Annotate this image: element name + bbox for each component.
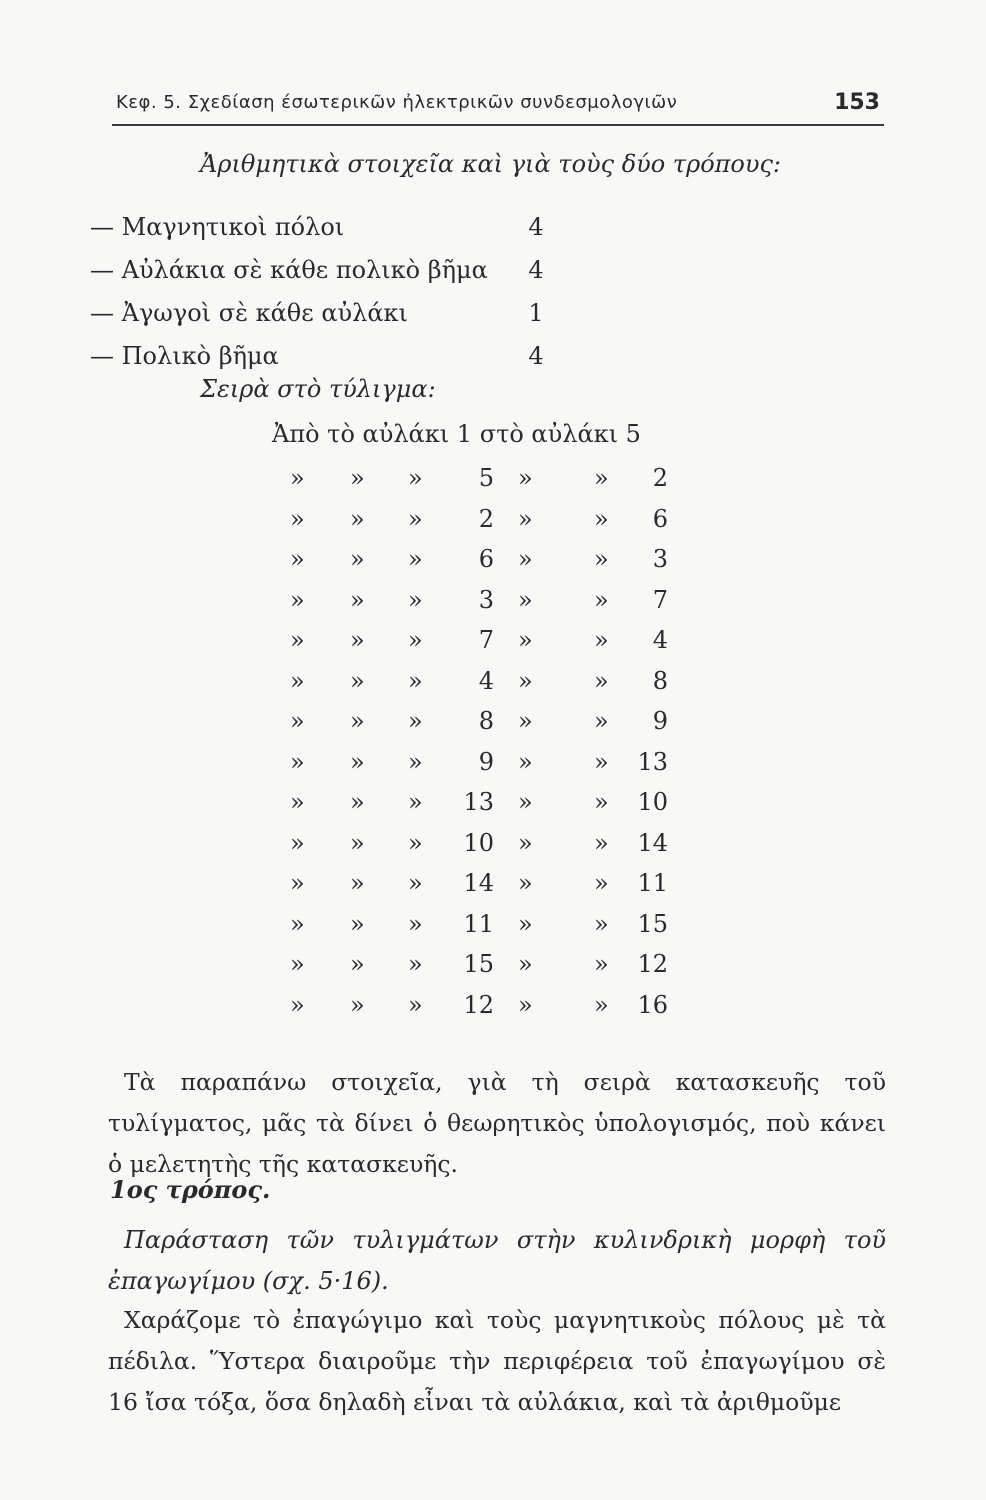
ditto-mark: » [350, 990, 365, 1019]
ditto-mark: » [518, 504, 533, 533]
ditto-mark: » [350, 950, 365, 978]
to-slot: 3 [652, 545, 668, 573]
spec-list [90, 206, 550, 378]
to-slot: 7 [652, 585, 668, 614]
to-slot: 14 [637, 828, 668, 857]
to-slot: 12 [637, 950, 668, 978]
ditto-mark: » [290, 788, 305, 816]
ditto-mark: » [594, 504, 609, 533]
ditto-mark: » [350, 504, 365, 533]
ditto-mark: » [408, 707, 423, 735]
winding-order-table [0, 464, 700, 1031]
ditto-mark: » [350, 747, 365, 776]
ditto-mark: » [350, 464, 365, 492]
ditto-mark: » [518, 707, 533, 735]
ditto-mark: » [290, 707, 305, 735]
paragraph-text: Χαράζομε τὸ ἐπαγώγιμο καὶ τοὺς μαγνητικοὺς πόλους μὲ τὰ πέδιλα. Ὕστερα διαιροῦμε τὴν περιφέρεια τοῦ ἐπαγωγίμου σὲ 16 ἴσα τόξα, ὅσα δηλαδὴ εἶναι τὰ αὐλάκια, καὶ τὰ ἀριθμοῦμε [108, 1306, 886, 1416]
winding-order-row [0, 829, 700, 870]
ditto-mark: » [594, 909, 609, 938]
spec-label: — Μαγνητικοὶ πόλοι [90, 213, 345, 241]
spec-row [90, 335, 550, 378]
body-paragraph [108, 1300, 886, 1423]
spec-value: 4 [528, 256, 544, 284]
subheading-paragraph [108, 1220, 886, 1302]
winding-order-row [0, 788, 700, 829]
ditto-mark: » [408, 585, 423, 614]
ditto-mark: » [518, 585, 533, 614]
ditto-mark: » [518, 990, 533, 1019]
ditto-mark: » [408, 504, 423, 533]
ditto-mark: » [350, 869, 365, 897]
spec-row [90, 292, 550, 335]
ditto-mark: » [518, 788, 533, 816]
ditto-mark: » [518, 666, 533, 695]
ditto-mark: » [408, 747, 423, 776]
ditto-mark: » [290, 585, 305, 614]
from-slot: 7 [478, 626, 494, 654]
ditto-mark: » [350, 666, 365, 695]
ditto-mark: » [518, 464, 533, 492]
ditto-mark: » [290, 990, 305, 1019]
numeric-data-heading: Ἀριθμητικὰ στοιχεῖα καὶ γιὰ τοὺς δύο τρόπους: [200, 150, 781, 178]
ditto-mark: » [594, 990, 609, 1019]
ditto-mark: » [518, 828, 533, 857]
method-heading: 1ος τρόπος. [110, 1175, 271, 1204]
from-slot: 8 [478, 707, 494, 735]
spec-label: — Πολικὸ βῆμα [90, 342, 279, 370]
winding-order-row [0, 667, 700, 708]
ditto-mark: » [594, 666, 609, 695]
to-slot: 13 [637, 747, 668, 776]
from-slot: 6 [478, 545, 494, 573]
from-slot: 10 [463, 828, 494, 857]
ditto-mark: » [290, 828, 305, 857]
from-slot: 11 [463, 909, 494, 938]
to-slot: 15 [637, 909, 668, 938]
ditto-mark: » [350, 909, 365, 938]
ditto-mark: » [594, 747, 609, 776]
winding-order-row [0, 464, 700, 505]
winding-order-row [0, 707, 700, 748]
to-slot: 4 [652, 626, 668, 654]
winding-order-row [0, 626, 700, 667]
ditto-mark: » [408, 464, 423, 492]
spec-label: — Ἀγωγοὶ σὲ κάθε αὐλάκι [90, 299, 408, 327]
spec-label: — Αὐλάκια σὲ κάθε πολικὸ βῆμα [90, 256, 488, 284]
from-slot: 3 [478, 585, 494, 614]
ditto-mark: » [290, 666, 305, 695]
paragraph-text: Παράσταση τῶν τυλιγμάτων στὴν κυλινδρικὴ μορφὴ τοῦ ἐπαγωγίμου (σχ. 5·16). [108, 1226, 886, 1295]
ditto-mark: » [518, 869, 533, 897]
ditto-mark: » [290, 950, 305, 978]
ditto-mark: » [594, 707, 609, 735]
winding-order-heading: Σειρὰ στὸ τύλιγμα: [200, 375, 436, 403]
to-slot: 11 [637, 869, 668, 897]
winding-order-first-row: Ἀπὸ τὸ αὐλάκι 1 στὸ αὐλάκι 5 [272, 420, 641, 448]
winding-order-row [0, 748, 700, 789]
winding-order-row [0, 910, 700, 951]
winding-order-row [0, 869, 700, 910]
ditto-mark: » [290, 747, 305, 776]
from-slot: 2 [478, 504, 494, 533]
to-slot: 6 [652, 504, 668, 533]
paragraph-text: Τὰ παραπάνω στοιχεῖα, γιὰ τὴ σειρὰ κατασκευῆς τοῦ τυλίγματος, μᾶς τὰ δίνει ὁ θεωρητικὸς ὑπολογισμός, ποὺ κάνει ὁ μελετητὴς τῆς κατασκευῆς. [108, 1068, 886, 1178]
ditto-mark: » [290, 545, 305, 573]
spec-value: 1 [528, 299, 544, 327]
ditto-mark: » [594, 626, 609, 654]
ditto-mark: » [594, 788, 609, 816]
ditto-mark: » [408, 626, 423, 654]
from-slot: 14 [463, 869, 494, 897]
ditto-mark: » [408, 990, 423, 1019]
ditto-mark: » [290, 504, 305, 533]
ditto-mark: » [594, 585, 609, 614]
to-slot: 8 [652, 666, 668, 695]
ditto-mark: » [350, 626, 365, 654]
from-slot: 5 [478, 464, 494, 492]
spec-row [90, 249, 550, 292]
ditto-mark: » [408, 666, 423, 695]
ditto-mark: » [594, 545, 609, 573]
spec-row [90, 206, 550, 249]
winding-order-row [0, 586, 700, 627]
ditto-mark: » [408, 545, 423, 573]
to-slot: 16 [637, 990, 668, 1019]
running-header [112, 88, 884, 126]
spec-value: 4 [528, 213, 544, 241]
ditto-mark: » [350, 707, 365, 735]
page-number: 153 [834, 90, 880, 115]
from-slot: 9 [478, 747, 494, 776]
winding-order-row [0, 950, 700, 991]
ditto-mark: » [594, 828, 609, 857]
ditto-mark: » [290, 869, 305, 897]
ditto-mark: » [350, 545, 365, 573]
winding-order-row [0, 545, 700, 586]
ditto-mark: » [518, 626, 533, 654]
from-slot: 4 [478, 666, 494, 695]
ditto-mark: » [290, 464, 305, 492]
ditto-mark: » [408, 909, 423, 938]
from-slot: 13 [463, 788, 494, 816]
body-paragraph [108, 1062, 886, 1185]
chapter-title: Κεφ. 5. Σχεδίαση έσωτερικῶν ἠλεκτρικῶν συνδεσμολογιῶν [116, 92, 678, 113]
ditto-mark: » [350, 788, 365, 816]
from-slot: 15 [463, 950, 494, 978]
ditto-mark: » [408, 828, 423, 857]
ditto-mark: » [518, 545, 533, 573]
ditto-mark: » [408, 869, 423, 897]
ditto-mark: » [408, 950, 423, 978]
ditto-mark: » [408, 788, 423, 816]
to-slot: 2 [652, 464, 668, 492]
winding-order-row [0, 505, 700, 546]
ditto-mark: » [290, 909, 305, 938]
ditto-mark: » [594, 950, 609, 978]
spec-value: 4 [528, 342, 544, 370]
ditto-mark: » [518, 909, 533, 938]
ditto-mark: » [350, 585, 365, 614]
ditto-mark: » [290, 626, 305, 654]
to-slot: 10 [637, 788, 668, 816]
ditto-mark: » [594, 464, 609, 492]
winding-order-row [0, 991, 700, 1032]
ditto-mark: » [518, 950, 533, 978]
to-slot: 9 [652, 707, 668, 735]
ditto-mark: » [594, 869, 609, 897]
ditto-mark: » [518, 747, 533, 776]
from-slot: 12 [463, 990, 494, 1019]
ditto-mark: » [350, 828, 365, 857]
